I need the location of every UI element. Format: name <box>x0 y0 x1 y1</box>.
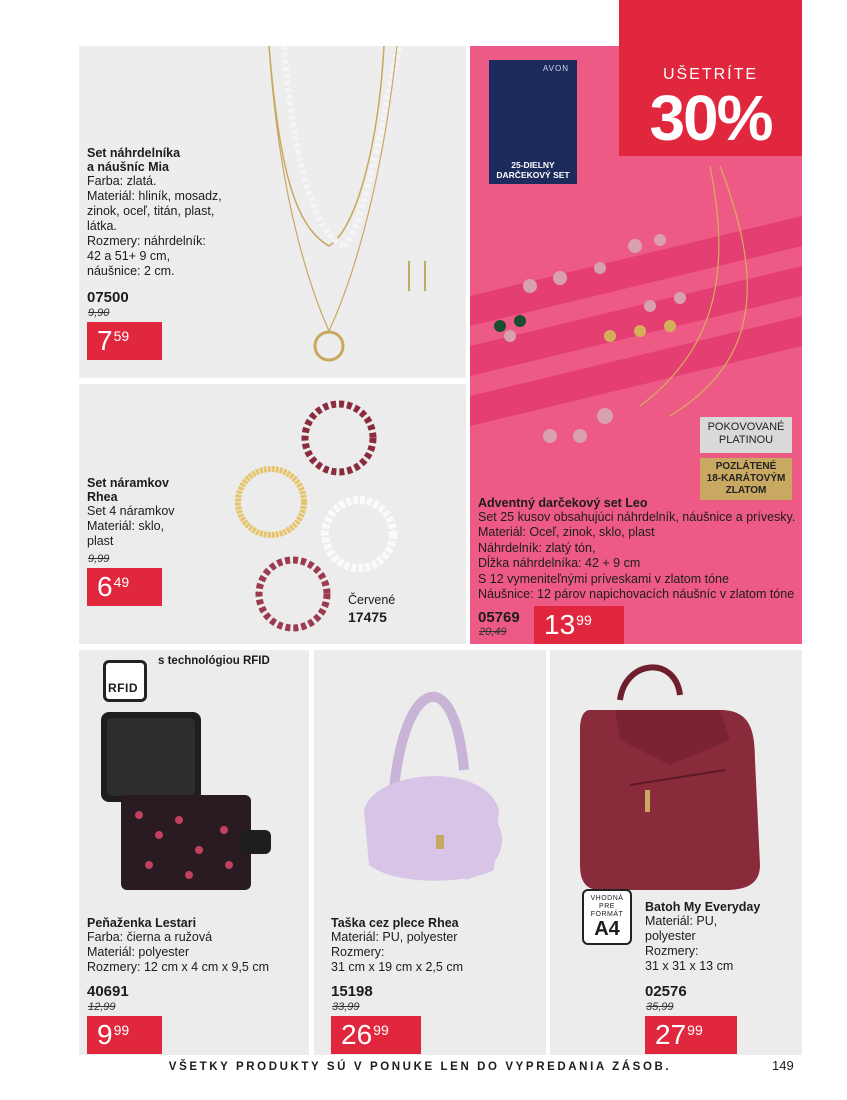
bracelets-variant-color: Červené <box>348 593 396 607</box>
a4-format-icon <box>582 889 632 945</box>
tote-line: Materiál: PU, polyester <box>331 930 458 944</box>
savings-badge-percent: 30% <box>649 82 772 154</box>
tote-description <box>331 916 463 975</box>
wallet-line: Rozmery: 12 cm x 4 cm x 9,5 cm <box>87 960 269 974</box>
advent-box-brand: AVON <box>542 64 569 73</box>
bracelets-title-1: Set náramkov <box>87 476 169 490</box>
price-decimal: 99 <box>576 612 592 628</box>
rfid-label: s technológiou RFID <box>158 655 270 667</box>
tote-price <box>331 1016 421 1054</box>
rfid-icon <box>103 660 147 702</box>
bracelets-line: Materiál: sklo, <box>87 519 165 533</box>
advent-title: Adventný darčekový set Leo <box>478 496 648 510</box>
price-decimal: 99 <box>687 1022 703 1038</box>
advent-line: Set 25 kusov obsahujúci náhrdelník, náušnice a prívesky. <box>478 510 796 524</box>
price-integer: 6 <box>97 571 113 602</box>
bracelets-variant-code: 17475 <box>348 609 387 625</box>
advent-line: Dĺžka náhrdelníka: 42 + 9 cm <box>478 556 641 571</box>
wallet-description <box>87 916 269 975</box>
necklace-line: Rozmery: náhrdelník: <box>87 234 206 248</box>
backpack-title: Batoh My Everyday <box>645 900 761 914</box>
platinum-tag-line: PLATINOU <box>718 434 774 446</box>
price-integer: 26 <box>341 1019 373 1050</box>
advent-old-price: 20,49 <box>479 626 507 638</box>
footer-notice: VŠETKY PRODUKTY SÚ V PONUKE LEN DO VYPREDANIA ZÁSOB. <box>168 1061 672 1073</box>
rfid-icon-text: RFID <box>108 681 138 695</box>
price-decimal: 59 <box>113 328 130 344</box>
bracelets-title-2: Rhea <box>87 490 118 504</box>
tote-line: 31 cm x 19 cm x 2,5 cm <box>331 960 463 974</box>
necklace-code: 07500 <box>87 289 129 306</box>
gold-tag-line: 18-KARÁTOVÝM <box>706 473 786 484</box>
necklace-title-1: Set náhrdelníka <box>87 146 181 160</box>
backpack-code: 02576 <box>645 983 687 1000</box>
platinum-tag-line: POKOVOVANÉ <box>707 421 785 433</box>
wallet-line: Farba: čierna a ružová <box>87 930 213 944</box>
backpack-old-price: 35,99 <box>646 1001 674 1013</box>
tote-line: Rozmery: <box>331 945 385 959</box>
tote-code: 15198 <box>331 983 373 1000</box>
backpack-description <box>645 900 760 974</box>
tote-title: Taška cez plece Rhea <box>331 916 459 930</box>
platinum-tag <box>700 417 792 453</box>
price-integer: 27 <box>655 1019 687 1050</box>
necklace-title-2: a náušníc Mia <box>87 160 169 174</box>
backpack-price <box>645 1016 737 1054</box>
backpack-line: Rozmery: <box>645 944 699 958</box>
a4-label-line: VHODNÁ <box>590 895 624 902</box>
price-decimal: 99 <box>113 1022 130 1038</box>
necklace-price <box>87 322 162 360</box>
gold-tag-line: POZLÁTENÉ <box>715 461 777 472</box>
advent-box-label-1: 25-DIELNY <box>511 160 555 170</box>
bracelets-description <box>87 476 175 549</box>
necklace-line: zinok, oceľ, titán, plast, <box>87 204 215 218</box>
price-integer: 7 <box>97 325 113 356</box>
page-number: 149 <box>772 1058 794 1073</box>
advent-line: Náušnice: 12 párov napichovacích náušníc v zlatom tóne <box>478 587 795 602</box>
advent-code: 05769 <box>478 609 520 626</box>
wallet-title: Peňaženka Lestari <box>87 916 197 930</box>
a4-label-line: PRE <box>599 903 615 910</box>
gold-tag <box>700 458 792 500</box>
backpack-line: 31 x 31 x 13 cm <box>645 959 734 973</box>
necklace-description <box>87 146 222 279</box>
advent-line: Náhrdelník: zlatý tón, <box>478 540 596 555</box>
necklace-line: Materiál: hliník, mosadz, <box>87 189 222 203</box>
gold-tag-line: ZLATOM <box>725 485 767 496</box>
a4-label-line: FORMÁT <box>590 911 624 918</box>
wallet-line: Materiál: polyester <box>87 945 190 959</box>
tote-old-price: 33,99 <box>332 1001 360 1013</box>
bracelets-price <box>87 568 162 606</box>
a4-label-big: A4 <box>594 918 620 940</box>
bracelets-line: Set 4 náramkov <box>87 504 175 518</box>
savings-badge-label: UŠETRÍTE <box>662 66 759 83</box>
wallet-old-price: 12,99 <box>88 1001 116 1013</box>
backpack-line: Materiál: PU, <box>645 914 718 928</box>
advent-box-label <box>489 160 577 180</box>
price-integer: 13 <box>544 609 576 640</box>
price-decimal: 49 <box>113 574 130 590</box>
necklace-old-price: 9,90 <box>88 307 110 319</box>
price-decimal: 99 <box>373 1022 389 1038</box>
bracelets-old-price: 9,99 <box>88 553 110 565</box>
backpack-line: polyester <box>645 929 696 943</box>
advent-price <box>534 606 624 644</box>
price-integer: 9 <box>97 1019 113 1050</box>
necklace-line: látka. <box>87 219 117 233</box>
savings-badge <box>619 0 802 156</box>
wallet-price <box>87 1016 162 1054</box>
advent-line: S 12 vymeniteľnými príveskami v zlatom tóne <box>478 571 729 586</box>
necklace-line: náušnice: 2 cm. <box>87 264 175 278</box>
advent-line: Materiál: Oceľ, zinok, sklo, plast <box>478 525 655 540</box>
bracelets-line: plast <box>87 534 114 548</box>
a4-label <box>584 895 630 919</box>
necklace-line: Farba: zlatá. <box>87 174 157 188</box>
advent-box-label-2: DARČEKOVÝ SET <box>496 170 570 180</box>
advent-description <box>478 496 795 602</box>
advent-box-image <box>489 60 577 184</box>
necklace-line: 42 a 51+ 9 cm, <box>87 249 171 263</box>
wallet-code: 40691 <box>87 983 129 1000</box>
